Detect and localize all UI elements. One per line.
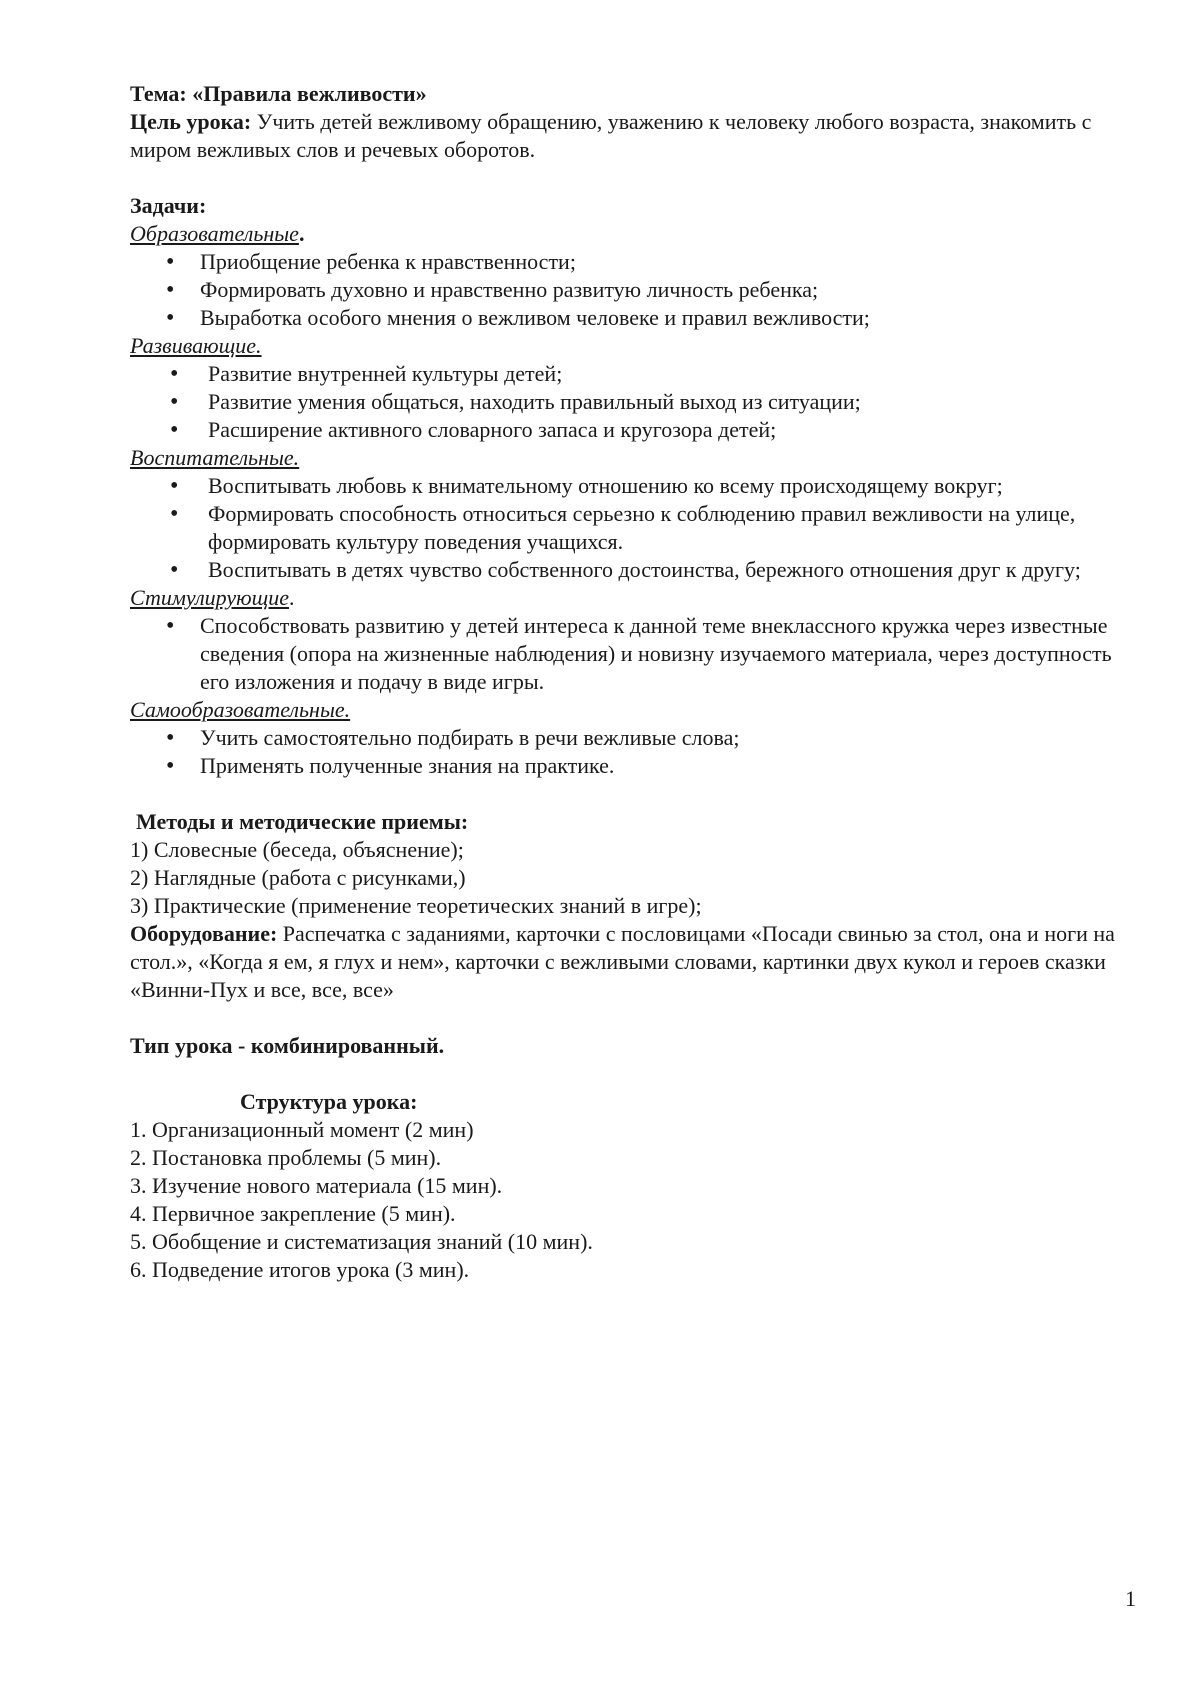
list-item: • Воспитывать в детях чувство собственного достоинства, бережного отношения друг к другу; — [130, 556, 1140, 584]
topic-label: Тема: — [130, 81, 187, 106]
goal-label: Цель урока: — [130, 109, 252, 134]
goal-text: Учить детей вежливому обращению, уважению к человеку любого возраста, знакомить с миром вежливых слов и речевых оборотов. — [130, 109, 1092, 162]
equipment-paragraph — [130, 920, 1140, 1004]
list-item: • Формировать способность относиться серьезно к соблюдению правил вежливости на улице, формировать культуру поведения учащихся. — [130, 500, 1140, 556]
list-item: • Формировать духовно и нравственно развитую личность ребенка; — [130, 276, 1140, 304]
list-item: • Воспитывать любовь к внимательному отношению ко всему происходящему вокруг; — [130, 472, 1140, 500]
developing-list — [130, 360, 1140, 444]
structure-item: 2. Постановка проблемы (5 мин). — [130, 1145, 442, 1170]
section-stimulating-title: Стимулирующие. — [130, 585, 295, 610]
equipment-label: Оборудование: — [130, 921, 278, 946]
list-item: • Выработка особого мнения о вежливом человеке и правил вежливости; — [130, 304, 1140, 332]
educational-list — [130, 248, 1140, 332]
section-educational-title: Образовательные. — [130, 221, 305, 246]
goal-paragraph — [130, 108, 1140, 164]
structure-heading: Структура урока: — [240, 1089, 418, 1114]
section-self-education-title: Самообразовательные. — [130, 697, 351, 722]
list-item: • Развитие умения общаться, находить правильный выход из ситуации; — [130, 388, 1140, 416]
topic-line — [130, 80, 1140, 108]
equipment-text: Распечатка с заданиями, карточки с пословицами «Посади свинью за стол, она и ноги на стол.», «Когда я ем, я глух и нем», карточки с вежливыми словами, картинки двух кукол и героев сказки «Винни-Пух и все, все, все» — [130, 921, 1115, 1002]
tasks-heading: Задачи: — [130, 193, 207, 218]
list-item: • Применять полученные знания на практике. — [130, 752, 1140, 780]
structure-item: 5. Обобщение и систематизация знаний (10 мин). — [130, 1229, 593, 1254]
methods-item: 1) Словесные (беседа, объяснение); — [130, 837, 464, 862]
structure-item: 4. Первичное закрепление (5 мин). — [130, 1201, 456, 1226]
document-content — [130, 80, 1140, 1284]
topic-value: «Правила вежливости» — [192, 81, 427, 106]
lesson-type: Тип урока - комбинированный. — [130, 1033, 445, 1058]
methods-item: 3) Практические (применение теоретических знаний в игре); — [130, 893, 702, 918]
list-item: • Учить самостоятельно подбирать в речи вежливые слова; — [130, 724, 1140, 752]
structure-item: 6. Подведение итогов урока (3 мин). — [130, 1257, 470, 1282]
structure-item: 3. Изучение нового материала (15 мин). — [130, 1173, 503, 1198]
section-developing-title: Развивающие. — [130, 333, 262, 358]
stimulating-list — [130, 612, 1140, 696]
page-number: 1 — [1125, 1586, 1136, 1611]
list-item: • Развитие внутренней культуры детей; — [130, 360, 1140, 388]
methods-heading: Методы и методические приемы: — [136, 809, 469, 834]
self-education-list — [130, 724, 1140, 780]
section-upbringing-title: Воспитательные. — [130, 445, 300, 470]
structure-item: 1. Организационный момент (2 мин) — [130, 1117, 474, 1142]
list-item: • Расширение активного словарного запаса и кругозора детей; — [130, 416, 1140, 444]
methods-item: 2) Наглядные (работа с рисунками,) — [130, 865, 466, 890]
list-item: • Приобщение ребенка к нравственности; — [130, 248, 1140, 276]
list-item: • Способствовать развитию у детей интереса к данной теме внеклассного кружка через известные сведения (опора на жизненные наблюдения) и новизну изучаемого материала, через доступность его изложения и подачу в виде игры. — [130, 612, 1140, 696]
upbringing-list — [130, 472, 1140, 584]
